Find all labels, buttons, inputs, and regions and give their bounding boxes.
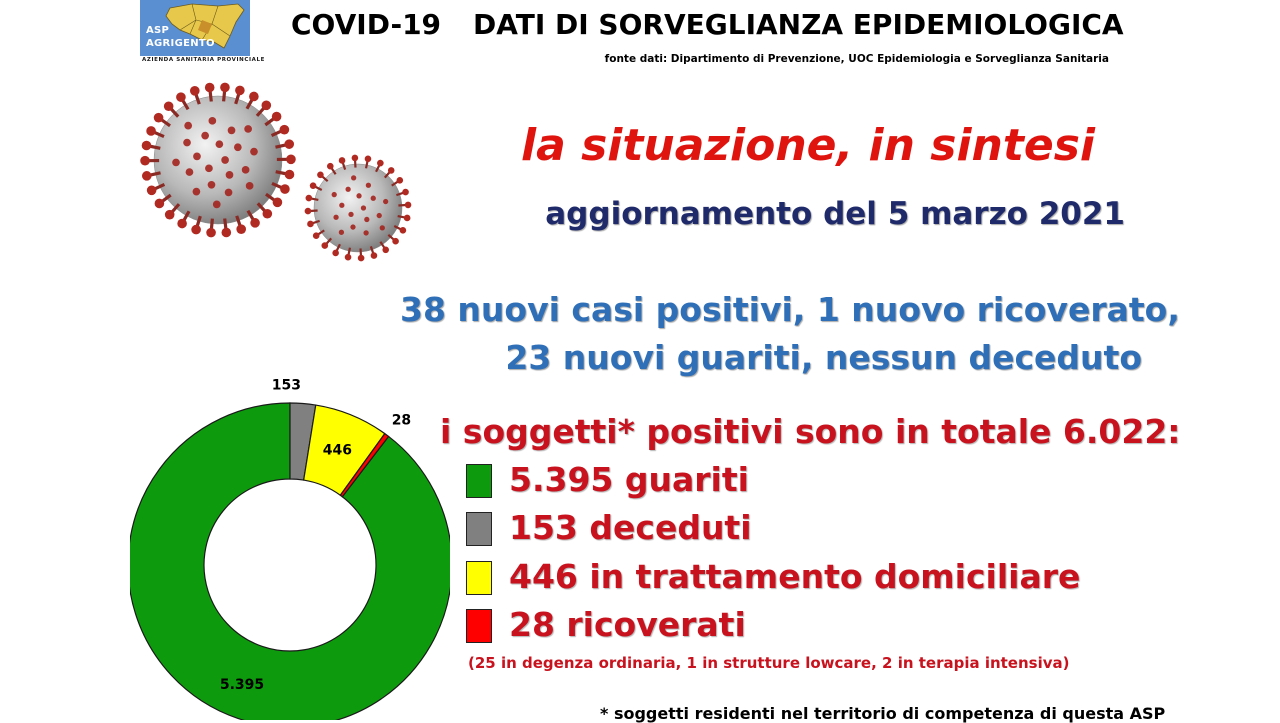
legend-label-home-treatment: 446 in trattamento domiciliare [509,557,1080,596]
virus-surface-protein [193,153,201,161]
virus-surface-protein [383,199,388,204]
virus-surface-protein [356,193,361,198]
virus-spike-tip [273,198,283,208]
donut-label-hospitalized: 28 [392,413,411,429]
virus-surface-protein [363,230,368,235]
virus-spike-tip [220,83,230,93]
virus-spike-tip [165,210,175,220]
virus-surface-protein [225,189,233,197]
virus-surface-protein [228,127,236,135]
virus-spike-tip [280,184,290,194]
virus-spike-tip [190,86,200,96]
virus-spike-tip [140,156,150,166]
virus-spike-tip [392,238,399,245]
virus-spike-tip [405,202,412,209]
virus-spike-tip [339,157,346,164]
virus-surface-protein [213,201,221,209]
logo-text-agrigento: AGRIGENTO [146,38,215,49]
virus-spike-tip [404,215,411,222]
virus-spike-tip [365,156,372,163]
virus-surface-protein [226,171,234,179]
coronavirus-illustration [130,80,430,270]
virus-spike-tip [327,163,334,170]
virus-spike-tip [371,252,378,259]
logo-subtitle: AZIENDA SANITARIA PROVINCIALE [142,57,265,63]
legend-label-recovered: 5.395 guariti [509,460,749,499]
virus-spike-tip [176,92,186,102]
virus-surface-protein [242,166,250,174]
donut-label-home-treatment: 446 [323,442,352,458]
virus-spike-tip [236,224,246,234]
virus-spike-tip [154,113,164,123]
virus-spike-tip [147,186,157,196]
virus-surface-protein [371,196,376,201]
logo-box [140,0,250,56]
virus-spike-tip [358,255,365,262]
page-title-covid: COVID-19 [291,8,441,41]
virus-spike-tip [377,160,384,167]
virus-spike-tip [345,254,352,261]
virus-spike-tip [310,182,317,189]
virus-spike-tip [402,189,409,196]
virus-surface-protein [348,212,353,217]
legend-swatch-recovered [466,464,492,498]
virus-spike-tip [285,170,295,180]
virus-surface-protein [183,139,191,147]
virus-surface-protein [193,188,201,196]
virus-spike-tip [250,218,260,228]
virus-surface-protein [184,122,192,130]
virus-spike-tip [263,209,273,219]
virus-spike-tip [155,199,165,209]
virus-large-icon [140,83,296,238]
virus-surface-protein [339,230,344,235]
news-line-2: 23 nuovi guariti, nessun deceduto [400,338,1142,377]
donut-chart [130,375,450,720]
virus-spike-tip [313,232,320,239]
virus-spike-tip [382,247,389,254]
virus-spike-tip [400,227,407,234]
data-source: fonte dati: Dipartimento di Prevenzione, UOC Epidemiologia e Sorveglianza Sanitaria [600,53,1109,65]
asp-logo [138,0,254,66]
virus-surface-protein [361,205,366,210]
virus-surface-protein [205,164,213,172]
legend-label-hospitalized: 28 ricoverati [509,605,746,644]
virus-spike-tip [280,125,290,135]
donut-label-deceased: 153 [272,378,301,394]
virus-surface-protein [208,181,216,189]
hospitalized-breakdown-note: (25 in degenza ordinaria, 1 in strutture lowcare, 2 in terapia intensiva) [468,654,1070,672]
virus-spike-tip [317,171,324,178]
virus-spike-tip [205,83,215,93]
footnote: * soggetti residenti nel territorio di competenza di questa ASP [600,704,1165,723]
total-positive: i soggetti* positivi sono in totale 6.022: [440,412,1142,451]
virus-spike-tip [321,242,328,249]
virus-spike-tip [306,195,313,202]
virus-surface-protein [244,125,252,133]
virus-spike-tip [305,208,312,215]
virus-spike-tip [388,167,395,174]
donut-label-recovered: 5.395 [220,677,264,693]
virus-surface-protein [380,225,385,230]
virus-surface-protein [234,143,242,151]
legend-swatch-hospitalized [466,609,492,643]
virus-spike-tip [262,101,272,111]
virus-spike-tip [397,177,404,184]
update-date: aggiornamento del 5 marzo 2021 [440,196,1125,232]
virus-spike-tip [164,101,174,111]
virus-spike-tip [142,141,152,151]
virus-surface-protein [221,156,229,164]
virus-surface-protein [332,192,337,197]
virus-spike-tip [284,139,294,149]
virus-surface-protein [345,187,350,192]
virus-spike-tip [352,155,359,162]
virus-spike-tip [191,225,201,235]
virus-spike-tip [146,126,156,136]
virus-body [314,164,402,252]
virus-spike-tip [307,221,314,228]
virus-surface-protein [339,203,344,208]
virus-surface-protein [246,182,254,190]
virus-surface-protein [250,148,258,156]
virus-surface-protein [350,224,355,229]
virus-surface-protein [216,140,224,148]
virus-small-icon [305,155,412,262]
virus-spike-tip [206,228,216,238]
virus-spike-tip [332,250,339,257]
virus-surface-protein [201,132,209,140]
virus-spike-tip [177,219,187,229]
virus-surface-protein [351,175,356,180]
virus-surface-protein [364,217,369,222]
virus-surface-protein [377,213,382,218]
page-title: DATI DI SORVEGLIANZA EPIDEMIOLOGICA [473,8,1124,41]
virus-spike-tip [222,228,232,238]
virus-surface-protein [186,168,194,176]
virus-spike-tip [249,92,259,102]
virus-surface-protein [209,117,217,125]
news-line-1: 38 nuovi casi positivi, 1 nuovo ricoverato, [400,290,1142,329]
virus-spike-tip [272,112,282,122]
legend-label-deceased: 153 deceduti [509,508,752,547]
legend-swatch-home-treatment [466,561,492,595]
headline: la situazione, in sintesi [440,120,1095,171]
virus-spike-tip [142,171,152,181]
virus-surface-protein [366,183,371,188]
legend-swatch-deceased [466,512,492,546]
virus-spike-tip [286,155,296,165]
logo-text-asp: ASP [146,25,169,36]
virus-surface-protein [333,215,338,220]
virus-spike-tip [235,86,245,96]
virus-surface-protein [172,159,180,167]
